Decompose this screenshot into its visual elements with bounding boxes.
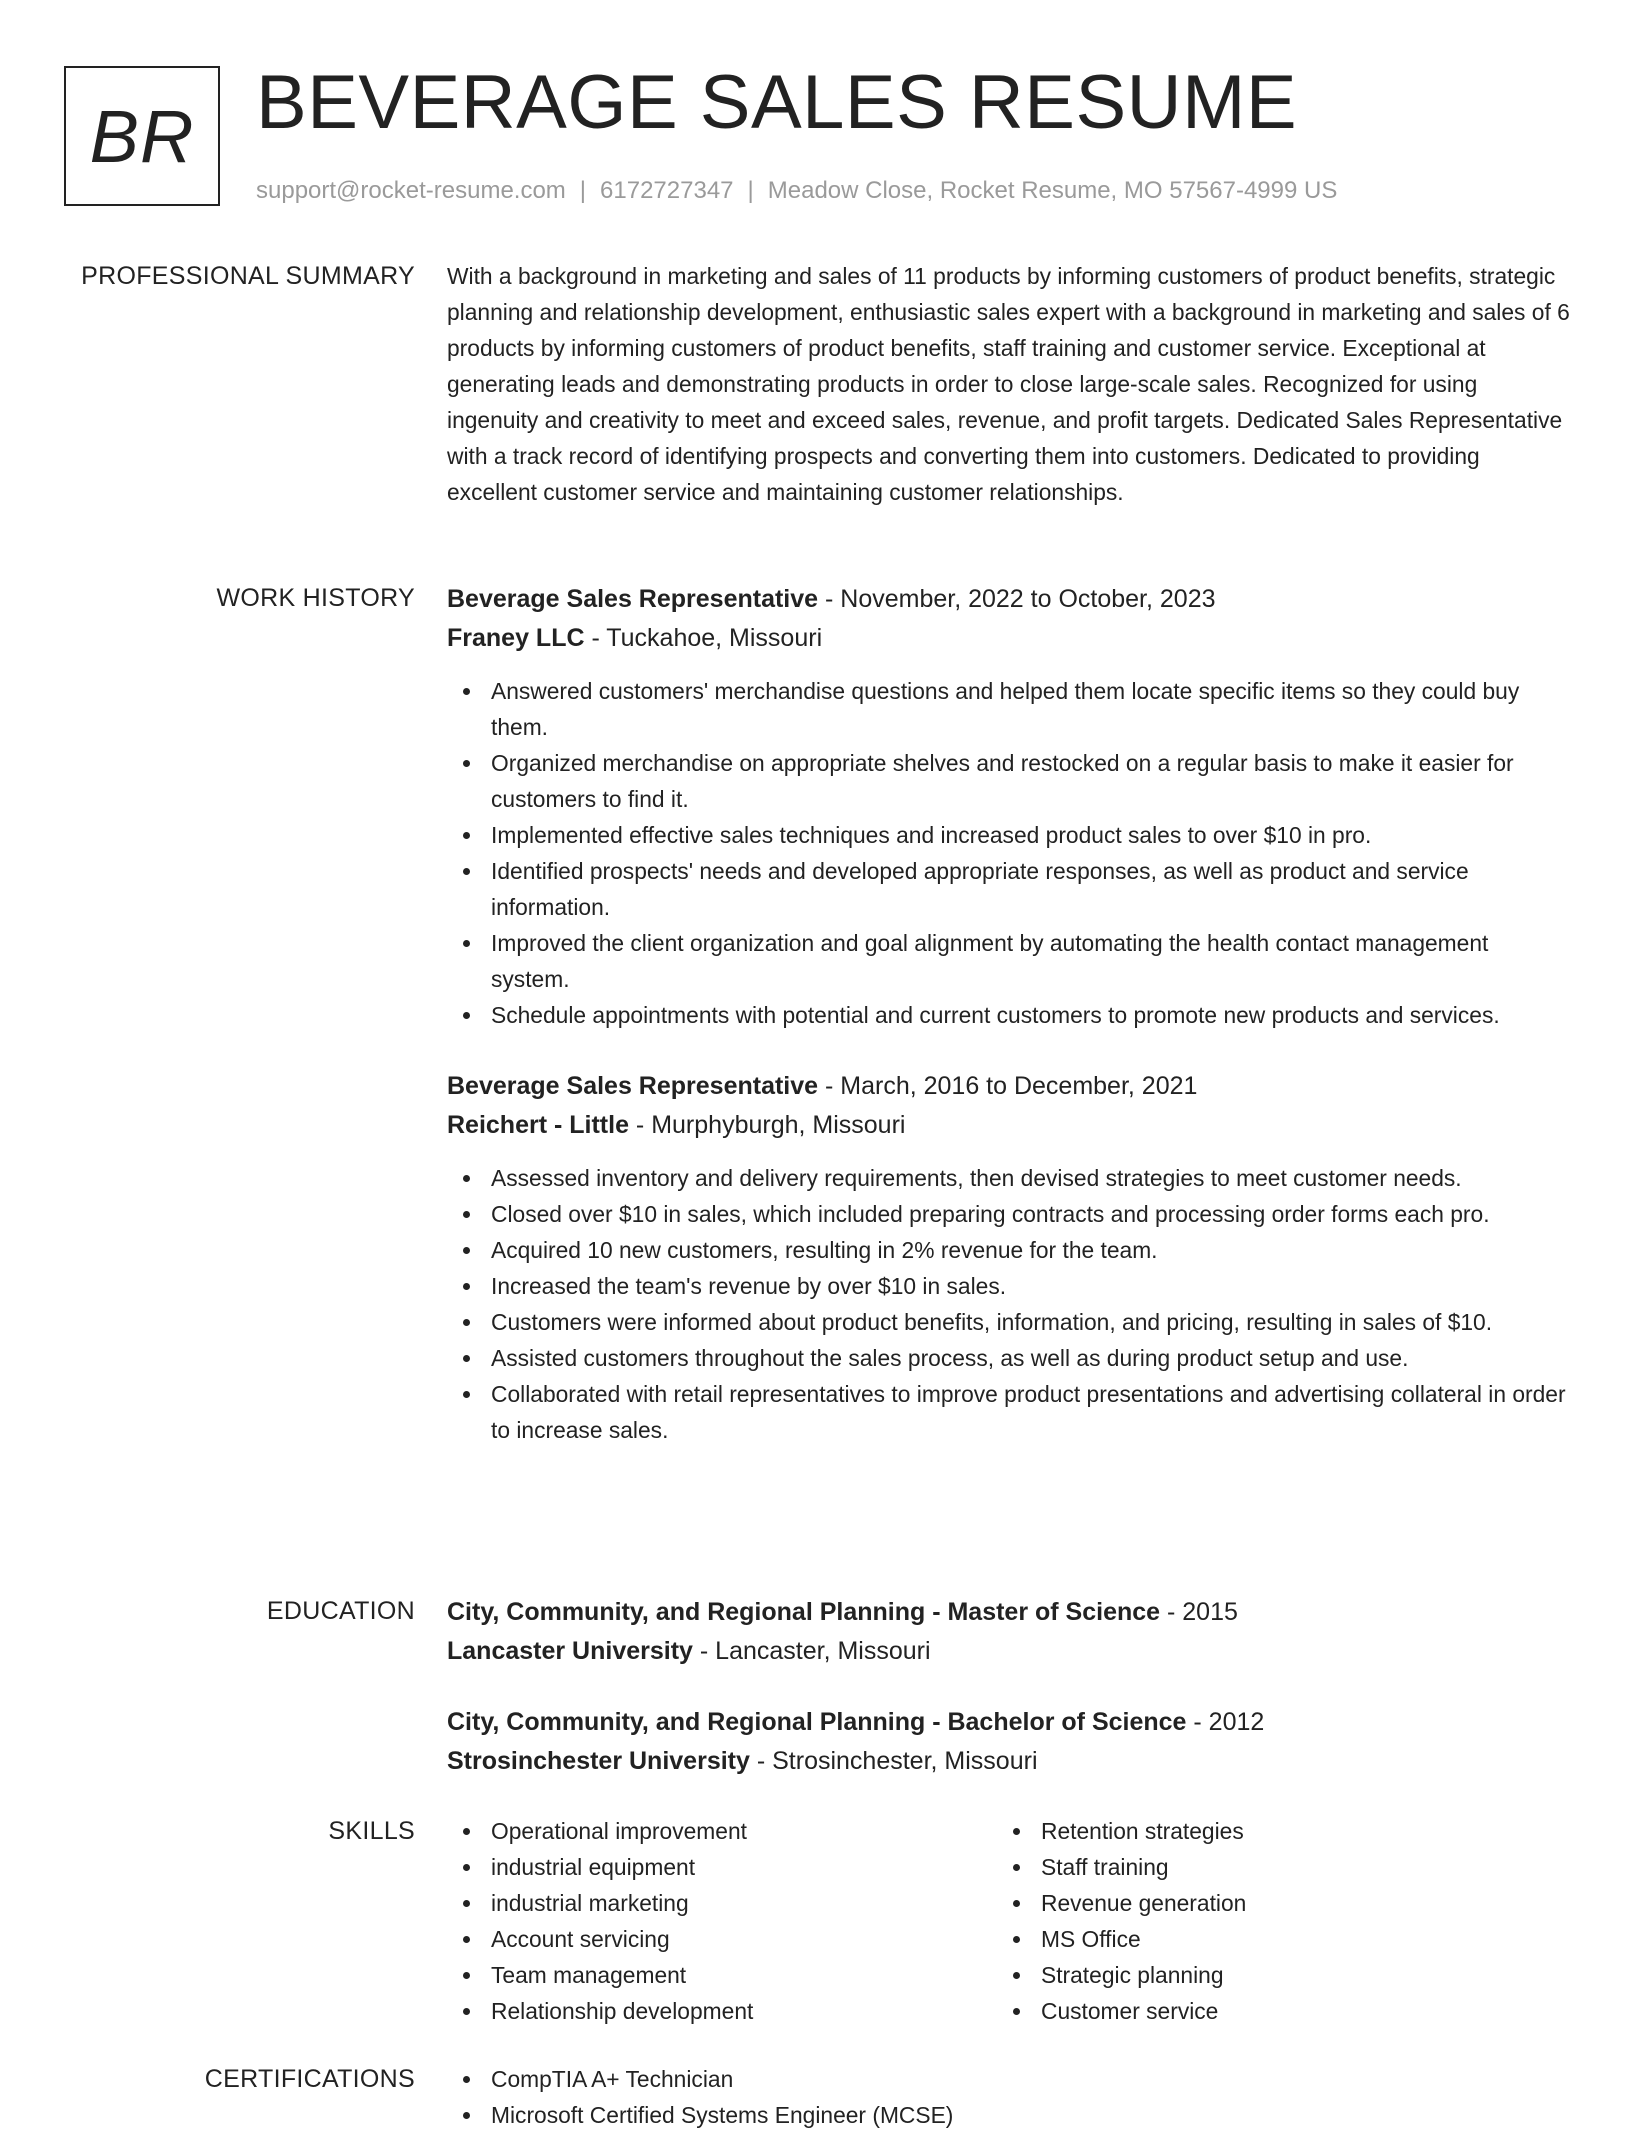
job-company: Franey LLC — [447, 623, 585, 652]
education-body — [447, 1593, 1572, 1780]
job-bullet: Acquired 10 new customers, resulting in 2% revenue for the team. — [447, 1232, 1572, 1268]
contact-email[interactable]: support@rocket-resume.com — [256, 177, 566, 204]
certification-item: Microsoft Certified Systems Engineer (MCSE) — [447, 2097, 1572, 2133]
job-dates: - November, 2022 to October, 2023 — [818, 585, 1216, 613]
job-location: - Tuckahoe, Missouri — [584, 623, 823, 652]
contact-line — [256, 174, 1337, 208]
school-name: Strosinchester University — [447, 1746, 750, 1775]
summary-body — [447, 258, 1572, 510]
job-company-line — [447, 1106, 1572, 1145]
degree-year: - 2012 — [1186, 1708, 1265, 1736]
job-entry — [447, 580, 1572, 1033]
section-label-skills: SKILLS — [328, 1817, 415, 1845]
degree-line — [447, 1593, 1572, 1632]
skill-item: Customer service — [997, 1993, 1547, 2029]
resume-title: BEVERAGE SALES RESUME — [256, 60, 1298, 145]
skill-item: Operational improvement — [447, 1813, 997, 1849]
skill-item: Relationship development — [447, 1993, 997, 2029]
job-title: Beverage Sales Representative — [447, 585, 819, 613]
section-label-education: EDUCATION — [266, 1597, 415, 1625]
skill-item: Team management — [447, 1957, 997, 1993]
school-name: Lancaster University — [447, 1636, 693, 1665]
skill-item: industrial equipment — [447, 1849, 997, 1885]
job-bullet: Collaborated with retail representatives to improve product presentations and advertising collateral in order to increase sales. — [447, 1376, 1572, 1448]
job-bullet: Customers were informed about product benefits, information, and pricing, resulting in sales of $10. — [447, 1304, 1572, 1340]
work-history-body — [447, 580, 1572, 1448]
job-dates: - March, 2016 to December, 2021 — [818, 1072, 1198, 1100]
job-bullet: Identified prospects' needs and developed appropriate responses, as well as product and service information. — [447, 853, 1572, 925]
summary-text: With a background in marketing and sales of 11 products by informing customers of product benefits, strategic planning and relationship development, enthusiastic sales expert with a background in marketing and sales of 6 products by informing customers of product benefits, staff training and customer service. Exceptional at generating leads and demonstrating products in order to close large-scale sales. Recognized for using ingenuity and creativity to meet and exceed sales, revenue, and profit targets. Dedicated Sales Representative with a track record of identifying prospects and converting them into customers. Dedicated to providing excellent customer service and maintaining customer relationships. — [447, 263, 1570, 505]
skill-item: industrial marketing — [447, 1885, 997, 1921]
job-bullet: Increased the team's revenue by over $10 in sales. — [447, 1268, 1572, 1304]
school-line — [447, 1742, 1572, 1781]
skill-item: Staff training — [997, 1849, 1547, 1885]
job-location: - Murphyburgh, Missouri — [628, 1110, 906, 1139]
education-entry — [447, 1703, 1572, 1780]
job-bullet: Implemented effective sales techniques and increased product sales to over $10 in pro. — [447, 817, 1572, 853]
certification-item: CompTIA A+ Technician — [447, 2061, 1572, 2097]
section-label-certifications: CERTIFICATIONS — [204, 2065, 415, 2093]
job-bullets — [447, 1160, 1572, 1448]
job-company-line — [447, 619, 1572, 658]
skill-item: Strategic planning — [997, 1957, 1547, 1993]
skill-item: Retention strategies — [997, 1813, 1547, 1849]
skill-item: Revenue generation — [997, 1885, 1547, 1921]
degree-line — [447, 1703, 1572, 1742]
school-location: - Strosinchester, Missouri — [749, 1746, 1038, 1775]
skills-list-right — [997, 1813, 1547, 2029]
job-bullet: Answered customers' merchandise questions and helped them locate specific items so they could buy them. — [447, 673, 1572, 745]
contact-separator: | — [579, 177, 587, 204]
skills-list-left — [447, 1813, 997, 2029]
contact-phone[interactable]: 6172727347 — [600, 177, 734, 204]
skill-item: MS Office — [997, 1921, 1547, 1957]
contact-address: Meadow Close, Rocket Resume, MO 57567-4999 US — [767, 177, 1338, 204]
job-bullet: Organized merchandise on appropriate shelves and restocked on a regular basis to make it easier for customers to find it. — [447, 745, 1572, 817]
job-bullets — [447, 673, 1572, 1033]
degree-year: - 2015 — [1160, 1598, 1238, 1626]
contact-separator: | — [747, 177, 754, 204]
degree-title: City, Community, and Regional Planning - Master of Science — [447, 1598, 1161, 1626]
job-bullet: Assessed inventory and delivery requirements, then devised strategies to meet customer needs. — [447, 1160, 1572, 1196]
section-label-work-history: WORK HISTORY — [216, 584, 415, 612]
job-title-line — [447, 580, 1572, 619]
job-bullet: Improved the client organization and goal alignment by automating the health contact management system. — [447, 925, 1572, 997]
section-label-summary: PROFESSIONAL SUMMARY — [81, 262, 415, 290]
education-entry — [447, 1593, 1572, 1670]
school-location: - Lancaster, Missouri — [692, 1636, 931, 1665]
job-title-line — [447, 1067, 1572, 1106]
school-line — [447, 1632, 1572, 1671]
job-bullet: Assisted customers throughout the sales process, as well as during product setup and use. — [447, 1340, 1572, 1376]
job-entry — [447, 1067, 1572, 1448]
skill-item: Account servicing — [447, 1921, 997, 1957]
monogram-badge: BR — [64, 66, 220, 206]
certifications-list — [447, 2061, 1572, 2133]
job-company: Reichert - Little — [447, 1110, 629, 1139]
job-title: Beverage Sales Representative — [447, 1072, 819, 1100]
degree-title: City, Community, and Regional Planning - Bachelor of Science — [447, 1708, 1187, 1736]
certifications-body — [447, 2061, 1572, 2133]
job-bullet: Schedule appointments with potential and current customers to promote new products and services. — [447, 997, 1572, 1033]
job-bullet: Closed over $10 in sales, which included preparing contracts and processing order forms each pro. — [447, 1196, 1572, 1232]
skills-body — [447, 1813, 1572, 2029]
